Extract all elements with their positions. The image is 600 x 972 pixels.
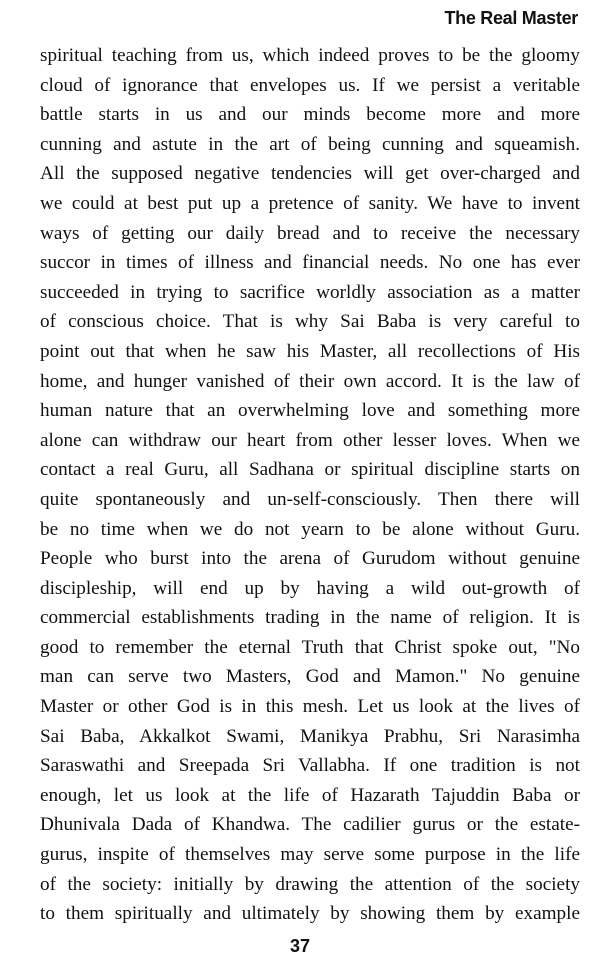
text-line: Saraswathi and Sreepada Sri Vallabha. If one tradition is not: [40, 755, 580, 777]
text-line: battle starts in us and our minds become more and more: [40, 104, 580, 126]
text-line: alone can withdraw our heart from other lesser loves. When we: [40, 429, 580, 451]
text-line: Dhunivala Dada of Khandwa. The cadilier gurus or the estate-: [40, 814, 580, 836]
text-line: succeeded in trying to sacrifice worldly association as a matter: [40, 281, 580, 303]
text-line: Master or other God is in this mesh. Let us look at the lives of: [40, 696, 580, 718]
text-line: contact a real Guru, all Sadhana or spiritual discipline starts on: [40, 459, 580, 481]
text-line: of conscious choice. That is why Sai Baba is very careful to: [40, 311, 580, 333]
text-line: spiritual teaching from us, which indeed proves to be the gloomy: [40, 45, 580, 66]
text-line: All the supposed negative tendencies will get over-charged and: [40, 163, 580, 185]
text-line: cloud of ignorance that envelopes us. If we persist a veritable: [40, 74, 580, 96]
text-line: People who burst into the arena of Gurudom without genuine: [40, 548, 580, 570]
text-line: Sai Baba, Akkalkot Swami, Manikya Prabhu, Sri Narasimha: [40, 725, 580, 747]
text-line: of the society: initially by drawing the attention of the society: [40, 873, 580, 895]
text-line: ways of getting our daily bread and to receive the necessary: [40, 222, 580, 244]
text-line: be no time when we do not yearn to be alone without Guru.: [40, 518, 580, 540]
text-line: quite spontaneously and un-self-consciously. Then there will: [40, 488, 580, 510]
text-line: home, and hunger vanished of their own accord. It is the law of: [40, 370, 580, 392]
text-line: point out that when he saw his Master, all recollections of His: [40, 340, 580, 362]
text-line: to them spiritually and ultimately by showing them by example: [40, 903, 580, 925]
text-line: succor in times of illness and financial needs. No one has ever: [40, 252, 580, 274]
running-header-title: The Real Master: [444, 8, 578, 28]
text-line: cunning and astute in the art of being cunning and squeamish.: [40, 133, 580, 155]
body-text: [40, 41, 580, 929]
text-line: we could at best put up a pretence of sanity. We have to invent: [40, 192, 580, 214]
text-line: commercial establishments trading in the name of religion. It is: [40, 607, 580, 629]
text-line: good to remember the eternal Truth that Christ spoke out, "No: [40, 636, 580, 658]
text-line: enough, let us look at the life of Hazarath Tajuddin Baba or: [40, 784, 580, 806]
page-number: 37: [289, 936, 311, 956]
text-line: discipleship, will end up by having a wild out-growth of: [40, 577, 580, 599]
text-line: man can serve two Masters, God and Mamon." No genuine: [40, 666, 580, 688]
text-line: gurus, inspite of themselves may serve some purpose in the life: [40, 844, 580, 866]
text-line: human nature that an overwhelming love and something more: [40, 400, 580, 422]
